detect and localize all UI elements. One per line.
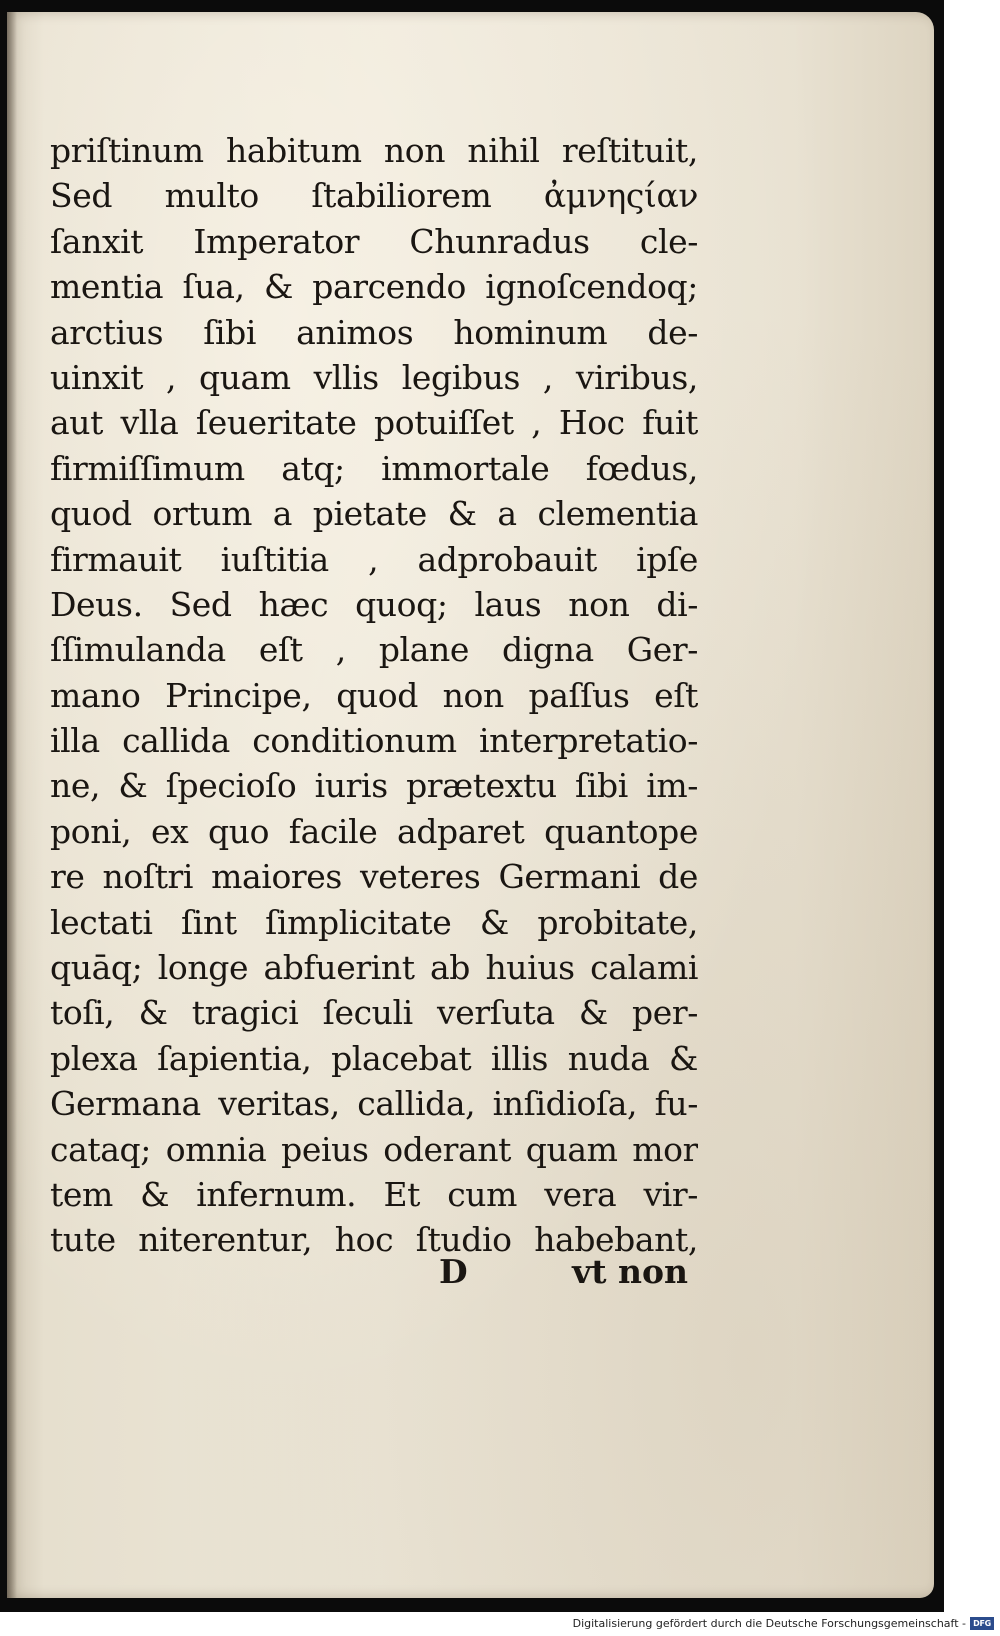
text-line: toſi, & tragici ſeculi verſuta & per-	[50, 993, 698, 1033]
text-line: quod ortum a pietate & a clementia	[50, 494, 698, 534]
text-line: mentia ſua, & parcendo ignoſcendoq;	[50, 267, 698, 307]
text-line: ne, & ſpecioſo iuris prætextu ſibi im-	[50, 766, 698, 806]
text-line: priſtinum habitum non nihil reſtituit,	[50, 131, 698, 170]
text-line: re noſtri maiores veteres Germani de	[50, 857, 698, 897]
spine-shadow	[7, 12, 17, 1598]
footer-credit: Digitalisierung gefördert durch die Deutsche Forschungsgemeinschaft -	[572, 1616, 966, 1630]
text-line: ſſimulanda eſt , plane digna Ger-	[50, 630, 698, 670]
text-line: Sed multo ſtabiliorem ἀμνηςίαν	[50, 176, 698, 216]
text-line: lectati ſint ſimplicitate & probitate,	[50, 902, 698, 942]
text-line: uinxit , quam vllis legibus , viribus,	[50, 357, 698, 397]
digitization-footer	[573, 1614, 994, 1632]
text-line: illa callida conditionum interpretatio-	[50, 721, 698, 761]
text-line: tute niterentur, hoc ſtudio habebant,	[50, 1220, 698, 1260]
dfg-logo-icon: DFG	[970, 1617, 994, 1630]
page-text	[50, 128, 698, 1263]
signature-mark: D	[439, 1252, 468, 1291]
text-line: aut vlla ſeueritate potuiſſet , Hoc fuit	[50, 403, 698, 443]
text-line: cataq; omnia peius oderant quam mor	[50, 1129, 698, 1169]
text-line: Germana veritas, callida, inſidioſa, fu-	[50, 1084, 698, 1124]
text-line: quāq; longe abfuerint ab huius calami	[50, 948, 698, 988]
text-line: Deus. Sed hæc quoq; laus non di-	[50, 584, 698, 624]
catchline	[50, 1252, 688, 1297]
text-line: arctius ſibi animos hominum de-	[50, 312, 698, 352]
text-line: plexa ſapientia, placebat illis nuda &	[50, 1038, 698, 1078]
text-line: firmiſſimum atq; immortale fœdus,	[50, 448, 698, 488]
catchword: vt non	[572, 1252, 688, 1291]
text-line: firmauit iuſtitia , adprobauit ipſe	[50, 539, 698, 579]
text-line: mano Principe, quod non paſſus eſt	[50, 675, 698, 715]
text-line: tem & infernum. Et cum vera vir-	[50, 1174, 698, 1214]
text-line: ſanxit Imperator Chunradus cle-	[50, 221, 698, 261]
text-line: poni, ex quo facile adparet quantope	[50, 811, 698, 851]
